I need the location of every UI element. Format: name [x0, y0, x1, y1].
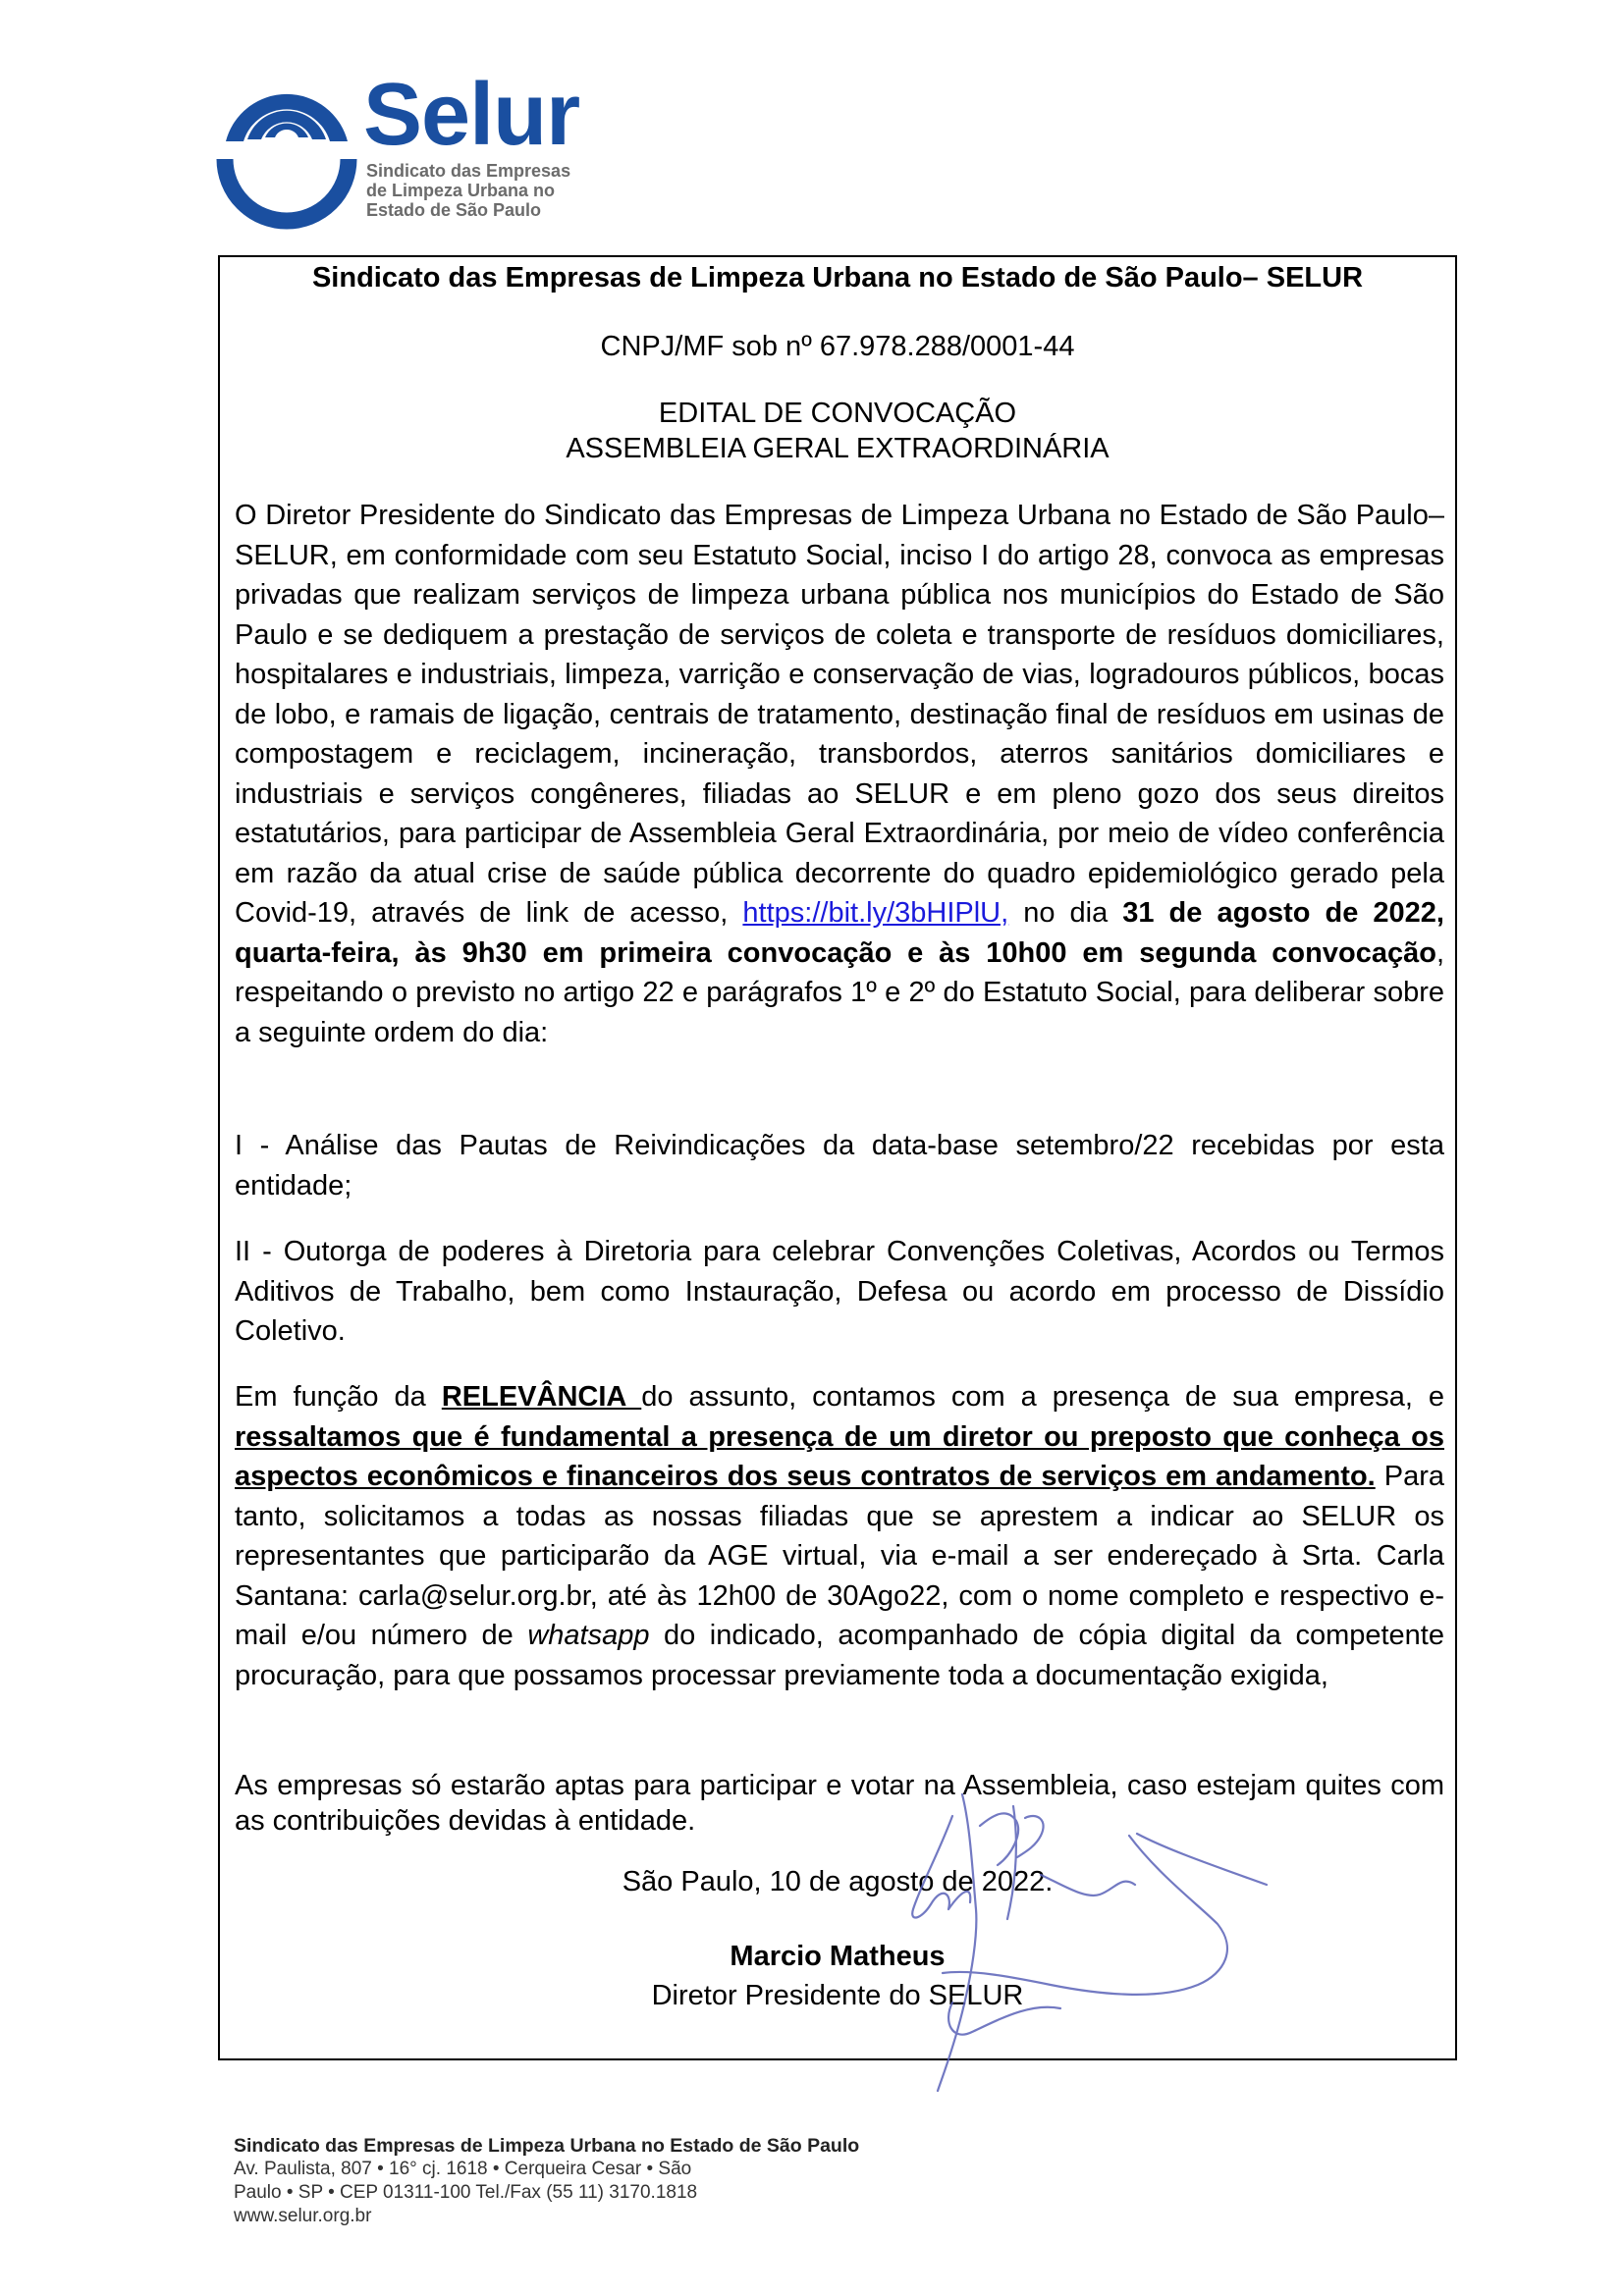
- org-title: Sindicato das Empresas de Limpeza Urbana no Estado de São Paulo– SELUR: [311, 262, 1364, 294]
- relevance-text: Em função da: [235, 1381, 442, 1413]
- selur-emblem-icon: [208, 65, 365, 238]
- assembly-title: ASSEMBLEIA GERAL EXTRAORDINÁRIA: [566, 433, 1110, 464]
- convocation-text: , respeitando o previsto no artigo 22 e parágrafos 1º e 2º do Estatuto Social, para deliberar sobre a seguinte ordem do dia:: [235, 936, 1444, 1048]
- brand-subtitle-line: Sindicato das Empresas: [366, 161, 571, 181]
- agenda-item-i: I - Análise das Pautas de Reivindicações da data-base setembro/22 recebidas por esta entidade;: [235, 1130, 1444, 1201]
- edital-title: EDITAL DE CONVOCAÇÃO: [658, 398, 1017, 429]
- footer-address: [234, 2134, 859, 2228]
- handwritten-signature: [805, 1737, 1316, 2110]
- relevance-emphasis: ressaltamos que é fundamental a presença de um diretor ou preposto que conheça os aspectos econômicos e financeiros dos seus contratos de serviços em andamento.: [235, 1420, 1444, 1492]
- meeting-link[interactable]: https://bit.ly/3bHIPlU,: [742, 897, 1009, 929]
- signer-name: Marcio Matheus: [730, 1941, 946, 1972]
- cnpj-line: CNPJ/MF sob nº 67.978.288/0001-44: [600, 331, 1075, 362]
- whatsapp-term: whatsapp: [527, 1620, 650, 1651]
- signer-role: Diretor Presidente do SELUR: [651, 1980, 1024, 2011]
- convocation-text: no dia: [1008, 897, 1123, 929]
- footer-org-name: Sindicato das Empresas de Limpeza Urbana no Estado de São Paulo: [234, 2135, 860, 2157]
- eligibility-paragraph: As empresas só estarão aptas para participar e votar na Assembleia, caso estejam quites com as contribuições devidas à entidade.: [235, 1770, 1444, 1837]
- meeting-date-time: 31 de agosto de 2022, quarta-feira, às 9h30 em primeira convocação e às 10h00 em segunda convocação: [235, 897, 1444, 969]
- relevance-paragraph: [235, 1377, 1444, 1695]
- relevance-text: Para tanto, solicitamos a todas as nossas filiadas que se aprestem a indicar ao SELUR os representantes que participarão da AGE virtual, via e-mail a ser endereçado à Srta. Carla Santana: carla@selur.org.br, até às 12h00 de 30Ago22, com o nome completo e respectivo e-mail e/ou número de: [235, 1461, 1444, 1651]
- brand-subtitle-line: Estado de São Paulo: [366, 200, 542, 220]
- selur-logo: [208, 65, 621, 238]
- relevance-emphasis: RELEVÂNCIA: [441, 1381, 642, 1413]
- convocation-paragraph: [235, 496, 1444, 1052]
- convocation-text: O Diretor Presidente do Sindicato das Empresas de Limpeza Urbana no Estado de São Paulo– SELUR, em conformidade com seu Estatuto Social, inciso I do artigo 28, convoca as empresas privadas que realizam serviços de limpeza urbana pública nos municípios do Estado de São Paulo e se dediquem a prestação de serviços de coleta e transporte de resíduos domiciliares, hospitalares e industriais, limpeza, varrição e conservação de vias, logradouros públicos, bocas de lobo, e ramais de ligação, centrais de tratamento, destinação final de resíduos em usinas de compostagem e reciclagem, incineração, transbordos, aterros sanitários domiciliares e industriais e serviços congêneres, filiadas ao SELUR e em pleno gozo dos seus direitos estatutários, para participar de Assembleia Geral Extraordinária, por meio de vídeo conferência em razão da atual crise de saúde pública decorrente do quadro epidemiológico gerado pela Covid-19, através de link de acesso,: [235, 500, 1444, 929]
- relevance-text: do assunto, contamos com a presença de sua empresa, e: [641, 1381, 1445, 1413]
- agenda-item-ii: II - Outorga de poderes à Diretoria para celebrar Convenções Coletivas, Acordos ou Termos Aditivos de Trabalho, bem como Instauração, Defesa ou acordo em processo de Dissídio Coletivo.: [235, 1236, 1444, 1347]
- brand-name: Selur: [363, 66, 580, 164]
- issue-date: São Paulo, 10 de agosto de 2022.: [622, 1866, 1054, 1897]
- footer-website: www.selur.org.br: [234, 2206, 372, 2226]
- footer-address-line: Av. Paulista, 807 • 16° cj. 1618 • Cerqueira Cesar • São: [234, 2159, 692, 2179]
- brand-subtitle: [366, 161, 570, 220]
- footer-address-line: Paulo • SP • CEP 01311-100 Tel./Fax (55 11) 3170.1818: [234, 2182, 698, 2203]
- relevance-text: do indicado, acompanhado de cópia digital da competente procuração, para que possamos processar previamente toda a documentação exigida,: [235, 1620, 1444, 1691]
- brand-subtitle-line: de Limpeza Urbana no: [366, 181, 556, 200]
